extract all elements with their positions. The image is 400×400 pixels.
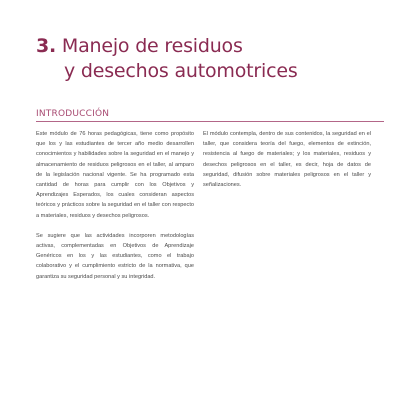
chapter-number: 3. bbox=[36, 35, 57, 57]
section-divider bbox=[36, 121, 384, 122]
left-paragraph-2: Se sugiere que las actividades incorporen metodologías activas, complementadas en Objetivos de Aprendizaje Genéricos en los y las estudiantes, como el trabajo colaborativo y el cumplimiento estricto de la normativa, que garantiza su seguridad personal y su integridad. bbox=[36, 232, 194, 280]
chapter-title-line-1 bbox=[36, 34, 376, 59]
left-paragraph-1: Este módulo de 76 horas pedagógicas, tiene como propósito que los y las estudiantes de tercer año medio desarrollen conocimientos y habilidades sobre la seguridad en el manejo y almacenamiento de residuos peligrosos en el taller, al amparo de la legislación nacional vigente. Se ha programado esta cantidad de horas para cumplir con los Objetivos y Aprendizajes Esperados, los cuales consideran aspectos teóricos y prácticos sobre la seguridad en el taller con respecto a materiales, residuos y desechos peligrosos. bbox=[36, 131, 194, 219]
chapter-title bbox=[36, 34, 376, 84]
right-paragraph-1: El módulo contempla, dentro de sus contenidos, la seguridad en el taller, que considera teoría del fuego, elementos de extinción, resistencia al fuego de materiales; y los materiales, residuos y desechos peligrosos en el taller, es decir, hoja de datos de seguridad, difusión sobre materiales peligrosos en el taller y señalizaciones. bbox=[203, 131, 371, 189]
section-heading: INTRODUCCIÓN bbox=[36, 109, 110, 119]
chapter-title-text-1: Manejo de residuos bbox=[61, 35, 243, 57]
left-column bbox=[36, 129, 194, 292]
chapter-title-line-2: y desechos automotrices bbox=[64, 60, 298, 82]
right-column bbox=[203, 129, 371, 200]
